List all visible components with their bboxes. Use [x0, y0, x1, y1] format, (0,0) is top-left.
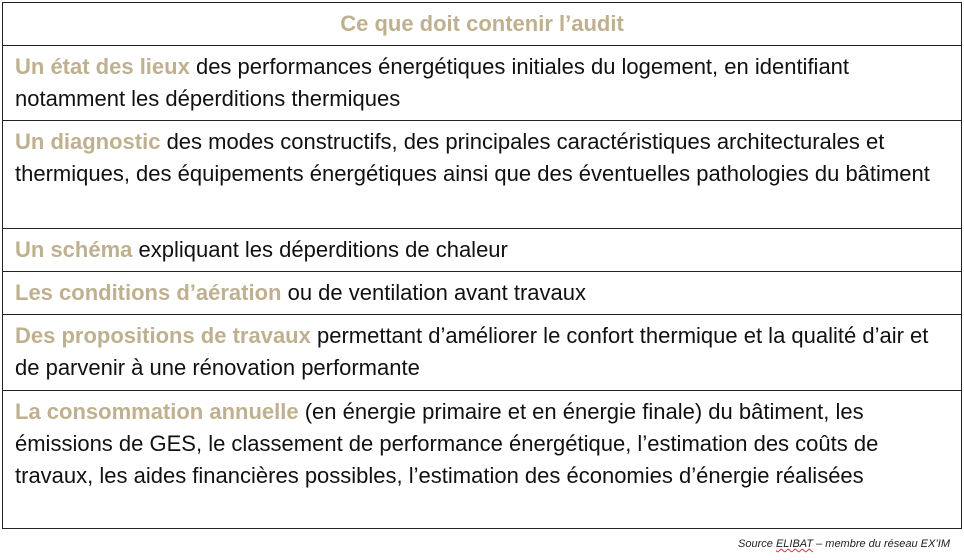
row-highlight: Un schéma	[15, 237, 133, 262]
table-cell	[3, 315, 962, 391]
table-cell	[3, 229, 962, 272]
row-text: ou de ventilation avant travaux	[281, 280, 587, 305]
row-highlight: Des propositions de travaux	[15, 323, 311, 348]
row-text: des performances énergétiques initiales du logement, en identifiant notamment les déperditions thermiques	[15, 54, 850, 111]
table-row	[3, 391, 962, 529]
table-row	[3, 229, 962, 272]
row-text: (en énergie primaire et en énergie finale) du bâtiment, les émissions de GES, le classement de performance énergétique, l’estimation des coûts de travaux, les aides financières possibles, l’estimation des économies d’énergie réalisées	[15, 399, 879, 488]
table-cell	[3, 46, 962, 121]
row-text: expliquant les déperditions de chaleur	[132, 237, 508, 262]
table-cell	[3, 391, 962, 529]
row-highlight: La consommation annuelle	[15, 399, 299, 424]
table-row	[3, 272, 962, 315]
table-row	[3, 121, 962, 229]
row-highlight: Un état des lieux	[15, 54, 190, 79]
row-highlight: Un diagnostic	[15, 129, 161, 154]
audit-content-table	[2, 2, 962, 529]
table-title: Ce que doit contenir l’audit	[3, 3, 962, 46]
row-text: permettant d’améliorer le confort thermique et la qualité d’air et de parvenir à une rénovation performante	[15, 323, 929, 380]
row-text: des modes constructifs, des principales caractéristiques architecturales et thermiques, des équipements énergétiques ainsi que des éventuelles pathologies du bâtiment	[15, 129, 930, 186]
source-prefix: Source	[738, 538, 776, 550]
table-row	[3, 315, 962, 391]
row-highlight: Les conditions d’aération	[15, 280, 282, 305]
source-caption	[738, 538, 950, 550]
table-cell	[3, 121, 962, 229]
source-suffix: – membre du réseau EX’IM	[813, 538, 950, 550]
source-name: ELIBAT	[775, 538, 814, 550]
table-row	[3, 46, 962, 121]
table-header-row	[3, 3, 962, 46]
table-cell	[3, 272, 962, 315]
